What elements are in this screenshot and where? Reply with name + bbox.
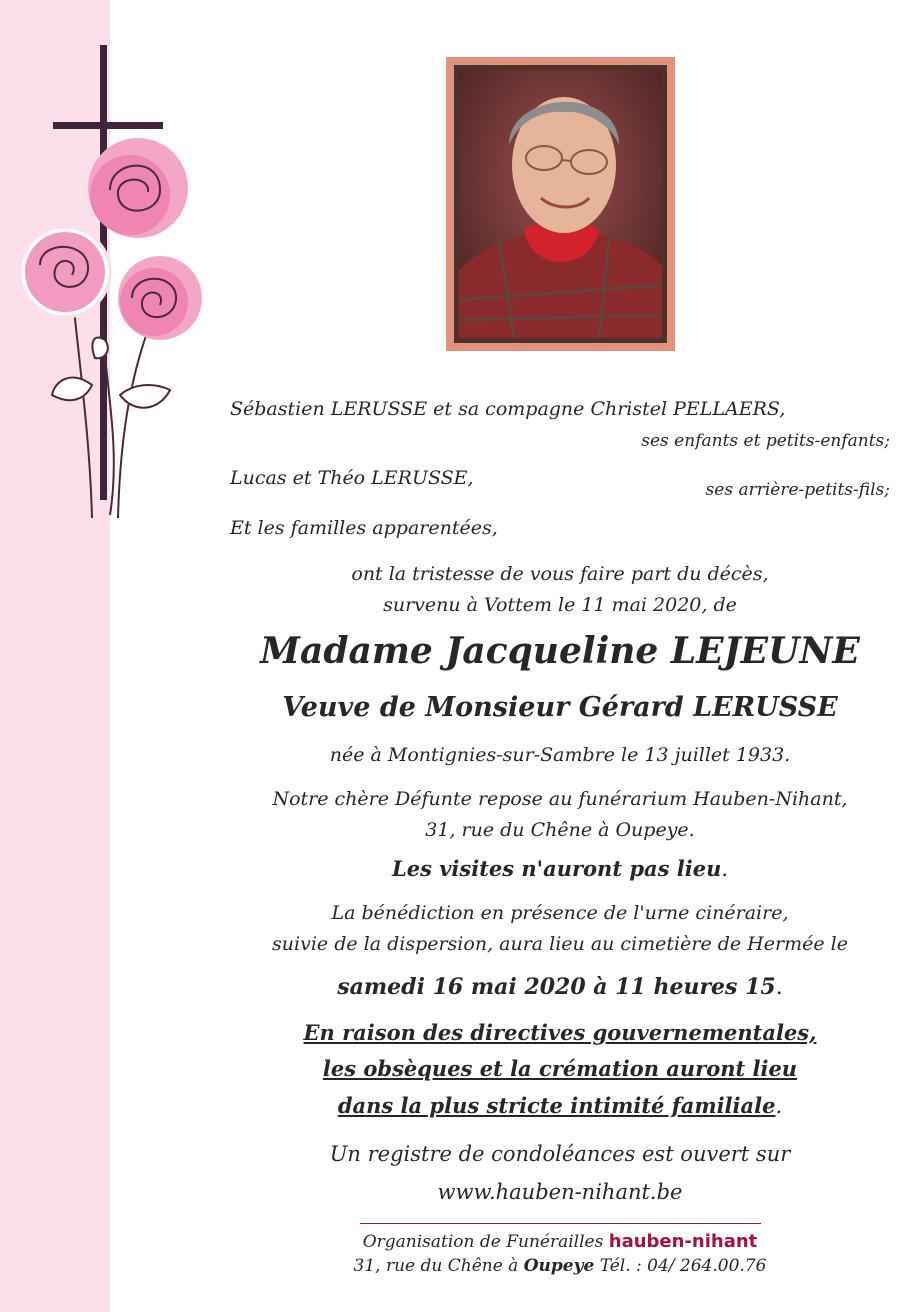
visits-line xyxy=(210,856,910,881)
portrait-photo xyxy=(454,65,667,343)
widow-of: Veuve de Monsieur Gérard LERUSSE xyxy=(282,692,838,723)
notice-line-2: les obsèques et la crémation auront lieu xyxy=(322,1056,798,1081)
family-role-1: ses enfants et petits-enfants; xyxy=(641,431,890,451)
rest-line-2: 31, rue du Chêne à Oupeye. xyxy=(425,819,695,841)
birth-line: née à Montignies-sur-Sambre le 13 juillet 1933. xyxy=(329,744,791,766)
announcement-line-1: ont la tristesse de vous faire part du décès, xyxy=(351,563,769,585)
notice-line-3: dans la plus stricte intimité familiale xyxy=(337,1093,776,1118)
notice-line-3-period: . xyxy=(775,1094,783,1118)
family-role-2: ses arrière-petits-fils; xyxy=(705,480,890,500)
visits-period: . xyxy=(721,857,729,881)
visits-text: Les visites n'auront pas lieu xyxy=(391,856,722,881)
family-line-2: Lucas et Théo LERUSSE, xyxy=(230,467,474,489)
footer-address-line xyxy=(210,1256,910,1276)
notice-line-1: En raison des directives gouvernementales, xyxy=(303,1020,817,1045)
footer-divider xyxy=(360,1223,761,1224)
ceremony-date-period: . xyxy=(775,975,783,1000)
brand-logo: hauben-nihant xyxy=(608,1231,758,1252)
portrait-frame xyxy=(446,57,675,351)
condolences-url[interactable]: www.hauben-nihant.be xyxy=(437,1180,683,1204)
deceased-name: Madame Jacqueline LEJEUNE xyxy=(260,630,860,672)
condolences-line: Un registre de condoléances est ouvert sur xyxy=(329,1142,791,1166)
family-line-1: Sébastien LERUSSE et sa compagne Christel PELLAERS, xyxy=(230,398,786,420)
footer-address: 31, rue du Chêne à xyxy=(353,1256,519,1276)
cross-with-roses-icon xyxy=(10,40,210,530)
footer-phone: Tél. : 04/ 264.00.76 xyxy=(599,1256,767,1276)
footer-city: Oupeye xyxy=(523,1256,595,1276)
footer-org-line xyxy=(210,1231,910,1252)
announcement-line-2: survenu à Vottem le 11 mai 2020, de xyxy=(383,594,737,616)
ceremony-date-line xyxy=(210,974,910,1000)
family-line-3: Et les familles apparentées, xyxy=(230,517,498,539)
ceremony-date: samedi 16 mai 2020 à 11 heures 15 xyxy=(337,974,776,1000)
ceremony-line-1: La bénédiction en présence de l'urne cinéraire, xyxy=(331,902,789,924)
ceremony-line-2: suivie de la dispersion, aura lieu au cimetière de Hermée le xyxy=(272,933,848,955)
rest-line-1: Notre chère Défunte repose au funérarium Hauben-Nihant, xyxy=(272,788,848,810)
footer-org-label: Organisation de Funérailles xyxy=(362,1232,604,1252)
notice-line-3-wrap xyxy=(210,1093,910,1118)
